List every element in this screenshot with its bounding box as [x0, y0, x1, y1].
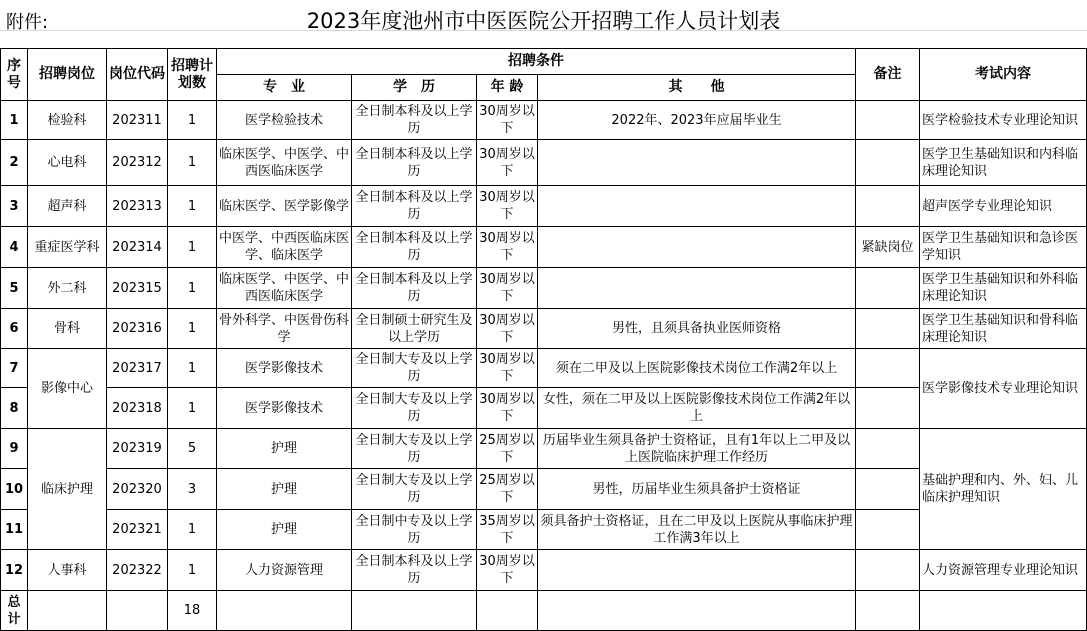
row-code: 202315: [107, 268, 168, 309]
row-education: 全日制大专及以上学历: [352, 388, 477, 429]
row-post: 人事科: [28, 550, 107, 591]
row-seq: 8: [1, 388, 28, 429]
row-code: 202313: [107, 186, 168, 227]
annex-label: 附件:: [6, 12, 49, 33]
row-code: 202318: [107, 388, 168, 429]
row-plan: 1: [168, 550, 217, 591]
row-remark: [856, 510, 920, 550]
row-major: 护理: [217, 510, 352, 550]
row-remark: [856, 101, 920, 140]
total-label: 总计: [1, 591, 28, 631]
row-major: 临床医学、医学影像学: [217, 186, 352, 227]
row-education: 全日制硕士研究生及以上学历: [352, 309, 477, 349]
row-major: 临床医学、中医学、中西医临床医学: [217, 140, 352, 186]
empty-cell: [856, 591, 920, 631]
row-post: 临床护理: [28, 429, 107, 550]
row-age: 30周岁以下: [477, 227, 538, 268]
row-other: [538, 186, 856, 227]
row-plan: 5: [168, 429, 217, 469]
row-age: 30周岁以下: [477, 349, 538, 388]
row-education: 全日制中专及以上学历: [352, 510, 477, 550]
empty-cell: [217, 591, 352, 631]
table-row: [1, 186, 1087, 227]
row-other: 男性，历届毕业生须具备护士资格证: [538, 469, 856, 510]
header-other: 其 他: [538, 75, 856, 101]
row-plan: 1: [168, 186, 217, 227]
row-code: 202322: [107, 550, 168, 591]
row-major: 医学影像技术: [217, 349, 352, 388]
row-major: 中医学、中西医临床医学、临床医学: [217, 227, 352, 268]
row-age: 30周岁以下: [477, 101, 538, 140]
row-major: 护理: [217, 469, 352, 510]
row-code: 202319: [107, 429, 168, 469]
page-title: 2023年度池州市中医医院公开招聘工作人员计划表: [306, 9, 781, 33]
header-post: 招聘岗位: [28, 49, 107, 101]
row-other: 女性，须在二甲及以上医院影像技术岗位工作满2年以上: [538, 388, 856, 429]
table-row: [1, 429, 1087, 469]
empty-cell: [28, 591, 107, 631]
row-education: 全日制本科及以上学历: [352, 268, 477, 309]
row-education: 全日制本科及以上学历: [352, 186, 477, 227]
empty-cell: [107, 591, 168, 631]
header-exam: 考试内容: [920, 49, 1087, 101]
row-code: 202317: [107, 349, 168, 388]
row-plan: 1: [168, 349, 217, 388]
row-major: 医学影像技术: [217, 388, 352, 429]
row-plan: 1: [168, 268, 217, 309]
row-education: 全日制本科及以上学历: [352, 140, 477, 186]
table-row: [1, 101, 1087, 140]
row-seq: 7: [1, 349, 28, 388]
row-other: [538, 140, 856, 186]
row-age: 30周岁以下: [477, 388, 538, 429]
table-row: [1, 550, 1087, 591]
header-age: 年 龄: [477, 75, 538, 101]
table-row: [1, 349, 1087, 388]
row-exam: 人力资源管理专业理论知识: [920, 550, 1087, 591]
row-remark: [856, 349, 920, 388]
row-other: 须在二甲及以上医院影像技术岗位工作满2年以上: [538, 349, 856, 388]
row-major: 人力资源管理: [217, 550, 352, 591]
row-plan: 3: [168, 469, 217, 510]
row-seq: 9: [1, 429, 28, 469]
header-code: 岗位代码: [107, 49, 168, 101]
row-code: 202312: [107, 140, 168, 186]
row-education: 全日制大专及以上学历: [352, 349, 477, 388]
header-remark: 备注: [856, 49, 920, 101]
row-remark: [856, 309, 920, 349]
row-age: 30周岁以下: [477, 309, 538, 349]
row-plan: 1: [168, 227, 217, 268]
total-row: [1, 591, 1087, 631]
row-remark: [856, 388, 920, 429]
row-post: 骨科: [28, 309, 107, 349]
row-other: 2022年、2023年应届毕业生: [538, 101, 856, 140]
row-seq: 1: [1, 101, 28, 140]
empty-cell: [477, 591, 538, 631]
row-plan: 1: [168, 388, 217, 429]
header-plan: 招聘计划数: [168, 49, 217, 101]
row-major: 护理: [217, 429, 352, 469]
row-major: 临床医学、中医学、中西医临床医学: [217, 268, 352, 309]
row-exam: 医学卫生基础知识和急诊医学知识: [920, 227, 1087, 268]
row-post: 重症医学科: [28, 227, 107, 268]
row-education: 全日制本科及以上学历: [352, 227, 477, 268]
row-post: 超声科: [28, 186, 107, 227]
row-code: 202321: [107, 510, 168, 550]
row-education: 全日制大专及以上学历: [352, 429, 477, 469]
row-remark: [856, 550, 920, 591]
row-other: 男性，且须具备执业医师资格: [538, 309, 856, 349]
row-seq: 6: [1, 309, 28, 349]
row-seq: 11: [1, 510, 28, 550]
row-exam: 基础护理和内、外、妇、儿临床护理知识: [920, 429, 1087, 550]
row-remark: [856, 140, 920, 186]
row-remark: [856, 469, 920, 510]
total-plan: 18: [168, 591, 217, 631]
row-code: 202320: [107, 469, 168, 510]
row-age: 30周岁以下: [477, 186, 538, 227]
header-conditions: 招聘条件: [217, 49, 856, 75]
row-plan: 1: [168, 510, 217, 550]
row-seq: 10: [1, 469, 28, 510]
row-other: 历届毕业生须具备护士资格证，且有1年以上二甲及以上医院临床护理工作经历: [538, 429, 856, 469]
row-age: 30周岁以下: [477, 140, 538, 186]
recruitment-plan-table: [0, 48, 1087, 631]
empty-cell: [352, 591, 477, 631]
row-post: 影像中心: [28, 349, 107, 429]
row-other: [538, 227, 856, 268]
row-exam: 医学卫生基础知识和内科临床理论知识: [920, 140, 1087, 186]
table-row: [1, 268, 1087, 309]
row-age: 25周岁以下: [477, 429, 538, 469]
row-plan: 1: [168, 101, 217, 140]
row-remark: [856, 268, 920, 309]
row-seq: 2: [1, 140, 28, 186]
row-other: [538, 550, 856, 591]
row-post: 心电科: [28, 140, 107, 186]
row-age: 35周岁以下: [477, 510, 538, 550]
table-row: [1, 227, 1087, 268]
row-seq: 12: [1, 550, 28, 591]
row-exam: 医学卫生基础知识和骨科临床理论知识: [920, 309, 1087, 349]
row-education: 全日制本科及以上学历: [352, 101, 477, 140]
row-other: 须具备护士资格证，且在二甲及以上医院从事临床护理工作满3年以上: [538, 510, 856, 550]
row-exam: 医学检验技术专业理论知识: [920, 101, 1087, 140]
row-code: 202316: [107, 309, 168, 349]
empty-cell: [920, 591, 1087, 631]
row-education: 全日制本科及以上学历: [352, 550, 477, 591]
row-age: 30周岁以下: [477, 268, 538, 309]
row-seq: 3: [1, 186, 28, 227]
row-age: 25周岁以下: [477, 469, 538, 510]
row-major: 医学检验技术: [217, 101, 352, 140]
row-post: 检验科: [28, 101, 107, 140]
row-education: 全日制大专及以上学历: [352, 469, 477, 510]
row-remark: [856, 186, 920, 227]
row-remark: [856, 429, 920, 469]
table-row: [1, 309, 1087, 349]
row-code: 202314: [107, 227, 168, 268]
row-remark: 紧缺岗位: [856, 227, 920, 268]
row-other: [538, 268, 856, 309]
header-major: 专 业: [217, 75, 352, 101]
header-education: 学 历: [352, 75, 477, 101]
row-age: 30周岁以下: [477, 550, 538, 591]
row-exam: 医学影像技术专业理论知识: [920, 349, 1087, 429]
row-exam: 超声医学专业理论知识: [920, 186, 1087, 227]
row-seq: 4: [1, 227, 28, 268]
row-seq: 5: [1, 268, 28, 309]
empty-cell: [538, 591, 856, 631]
table-row: [1, 140, 1087, 186]
row-post: 外二科: [28, 268, 107, 309]
row-plan: 1: [168, 140, 217, 186]
row-exam: 医学卫生基础知识和外科临床理论知识: [920, 268, 1087, 309]
row-major: 骨外科学、中医骨伤科学: [217, 309, 352, 349]
row-plan: 1: [168, 309, 217, 349]
header-seq: 序号: [1, 49, 28, 101]
row-code: 202311: [107, 101, 168, 140]
